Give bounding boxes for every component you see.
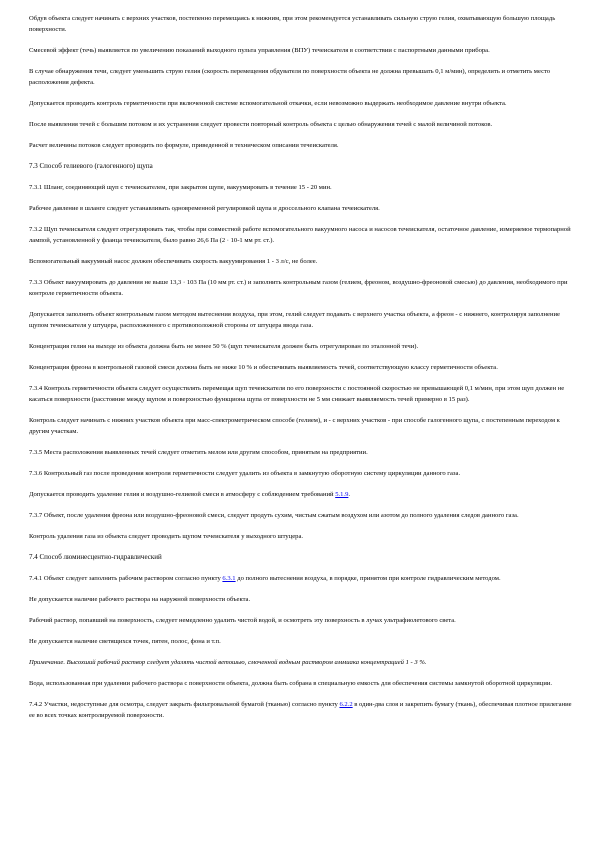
paragraph: 7.3.5 Места расположения выявленных течей следует отметить мелом или другим способом, принятым на предприятии. <box>29 449 368 456</box>
paragraph-text: . <box>348 491 351 498</box>
paragraph: Рабочий раствор, попавший на поверхность, следует немедленно удалить чистой водой, и осмотреть эту поверхность в лучах ультрафиолетового света. <box>29 617 456 624</box>
section-reference-link[interactable]: 6.2.2 <box>339 701 353 708</box>
section-heading: 7.4 Способ люминесцентно-гидравлический <box>29 553 162 561</box>
paragraph: Концентрация гелия на выходе из объекта должна быть не менее 50 % (щуп течеискателя должен быть отрегулирован по эталонной течи). <box>29 343 419 350</box>
paragraph: 7.3.4 Контроль герметичности объекта следует осуществлять перемещая щуп течеискателя по его поверхности с постоянной скоростью не превышающей 0,1 м/мин, при этом щуп должен не касаться поверхности (расстояние между щупом и поверхностью функциона щупа от поверхности не 5 мм снижает выявляемость течей примерно в 15 раз). <box>29 385 565 403</box>
paragraph: Вспомогательный вакуумный насос должен обеспечивать скорость вакуумирования 1 - 3 л/с, не более. <box>29 258 318 265</box>
section-reference-link[interactable]: 5.1.9 <box>335 491 349 498</box>
paragraph: 7.3.2 Щуп течеискателя следует отрегулировать так, чтобы при совместной работе вспомогательного вакуумного насоса и насосов течеискателя, остаточное давление, измеряемое термопарной лампой, установленной у фланца течеискателя, было равно 26,6 Па (2 · 10-1 мм рт. ст.). <box>29 226 571 244</box>
paragraph: Не допускается наличие рабочего раствора на наружной поверхности объекта. <box>29 596 251 603</box>
note-paragraph: Примечание. Высохший рабочий раствор следует удалять чистой ветошью, смоченной водным раствором аммиака концентрацией 1 - 3 %. <box>29 659 427 666</box>
paragraph-text: Допускается проводить удаление гелия и воздушно-гелиевой смеси в атмосферу с соблюдением требований <box>29 491 336 498</box>
paragraph: 7.3.7 Объект, после удаления фреона или воздушно-фреоновой смеси, следует продуть сухим, чистым сжатым воздухом или азотом до полного удаления следов данного газа. <box>29 512 519 519</box>
section-heading: 7.3 Способ гелиевого (галогенного) щупа <box>29 162 153 170</box>
paragraph: Допускается заполнять объект контрольным газом методом вытеснения воздуха, при этом, гелий следует подавать с верхнего участка объекта, а фреон - с нижнего, контролируя заполнение щупом течеискателя у штуцера, расположенного с противоположной стороны от штуцера ввода газа. <box>29 311 560 329</box>
paragraph: Обдув объекта следует начинать с верхних участков, постепенно перемещаясь к нижним, при этом рекомендуется устанавливать сильную струю гелия, охватывающую большую площадь поверхности. <box>29 15 556 33</box>
paragraph: В случае обнаружения течи, следует уменьшить струю гелия (скорость перемещения обдувателя по поверхности объекта не должна превышать 0,1 м/мин), определить и отметить место расположения дефекта. <box>29 68 551 86</box>
paragraph <box>29 573 575 584</box>
paragraph: 7.3.3 Объект вакуумировать до давления не выше 13,3 · 103 Па (10 мм рт. ст.) и заполнить контрольным газом (гелием, фреоном, воздушно-фреоновой смесью) до давления, необходимого при контроле герметичности объекта. <box>29 279 568 297</box>
paragraph-text: до полного вытеснения воздуха, в порядке, принятом при контроле гидравлическим методом. <box>235 575 501 582</box>
paragraph: Расчет величины потоков следует проводить по формуле, приведенной в техническом описании течеискателя. <box>29 142 339 149</box>
paragraph-text: 7.4.2 Участки, недоступные для осмотра, следует закрыть фильтровальной бумагой (тканью) согласно пункту <box>29 701 340 708</box>
paragraph: Контроль удаления газа из объекта следует проводить щупом течеискателя у выходного штуцера. <box>29 533 304 540</box>
paragraph: Смесевой эффект (течь) выявляется по увеличению показаний выходного пульта управления (ВПУ) течеискателя в соответствии с паспортными данными прибора. <box>29 47 490 54</box>
section-reference-link[interactable]: 6.3.1 <box>222 575 236 582</box>
paragraph: Контроль следует начинать с нижних участков объекта при масс-спектрометрическом способе (гелием), и - с верхних участков - при способе галогенного щупа, с постепенным переходом к другим участкам. <box>29 417 560 435</box>
paragraph: 7.3.1 Шланг, соединяющий щуп с течеискателем, при закрытом щупе, вакуумировать в течение 15 - 20 мин. <box>29 184 332 191</box>
paragraph: Рабочее давление в шланге следует устанавливать одновременной регулировкой щупа и дроссельного клапана течеискателя. <box>29 205 380 212</box>
paragraph: Концентрация фреона в контрольной газовой смеси должна быть не ниже 10 % и обеспечивать выявляемость течей, соответствующую классу герметичности объекта. <box>29 364 498 371</box>
paragraph: После выявления течей с большим потоком и их устранения следует провести повторный контроль объекта с целью обнаружения течей с малой величиной потоков. <box>29 121 493 128</box>
paragraph <box>29 699 575 721</box>
paragraph <box>29 489 575 500</box>
paragraph: 7.3.6 Контрольный газ после проведения контроля герметичности следует удалить из объекта в замкнутую оборотную систему циркуляции данного газа. <box>29 470 461 477</box>
paragraph: Вода, использованная при удалении рабочего раствора с поверхности объекта, должна быть собрана в специальную емкость для обеспечения системы замкнутой оборотной циркуляции. <box>29 680 553 687</box>
paragraph: Допускается проводить контроль герметичности при включенной системе вспомогательной откачки, если невозможно выдержать необходимое давление внутри объекта. <box>29 100 507 107</box>
paragraph: Не допускается наличие светящихся точек, пятен, полос, фона и т.п. <box>29 638 221 645</box>
paragraph-text: 7.4.1 Объект следует заполнить рабочим раствором согласно пункту <box>29 575 223 582</box>
paragraph-text: в один-два слоя и закрепить бумагу (ткань), обеспечивая плотное прилегание ее во всех точках контролируемой поверхности. <box>29 701 572 719</box>
